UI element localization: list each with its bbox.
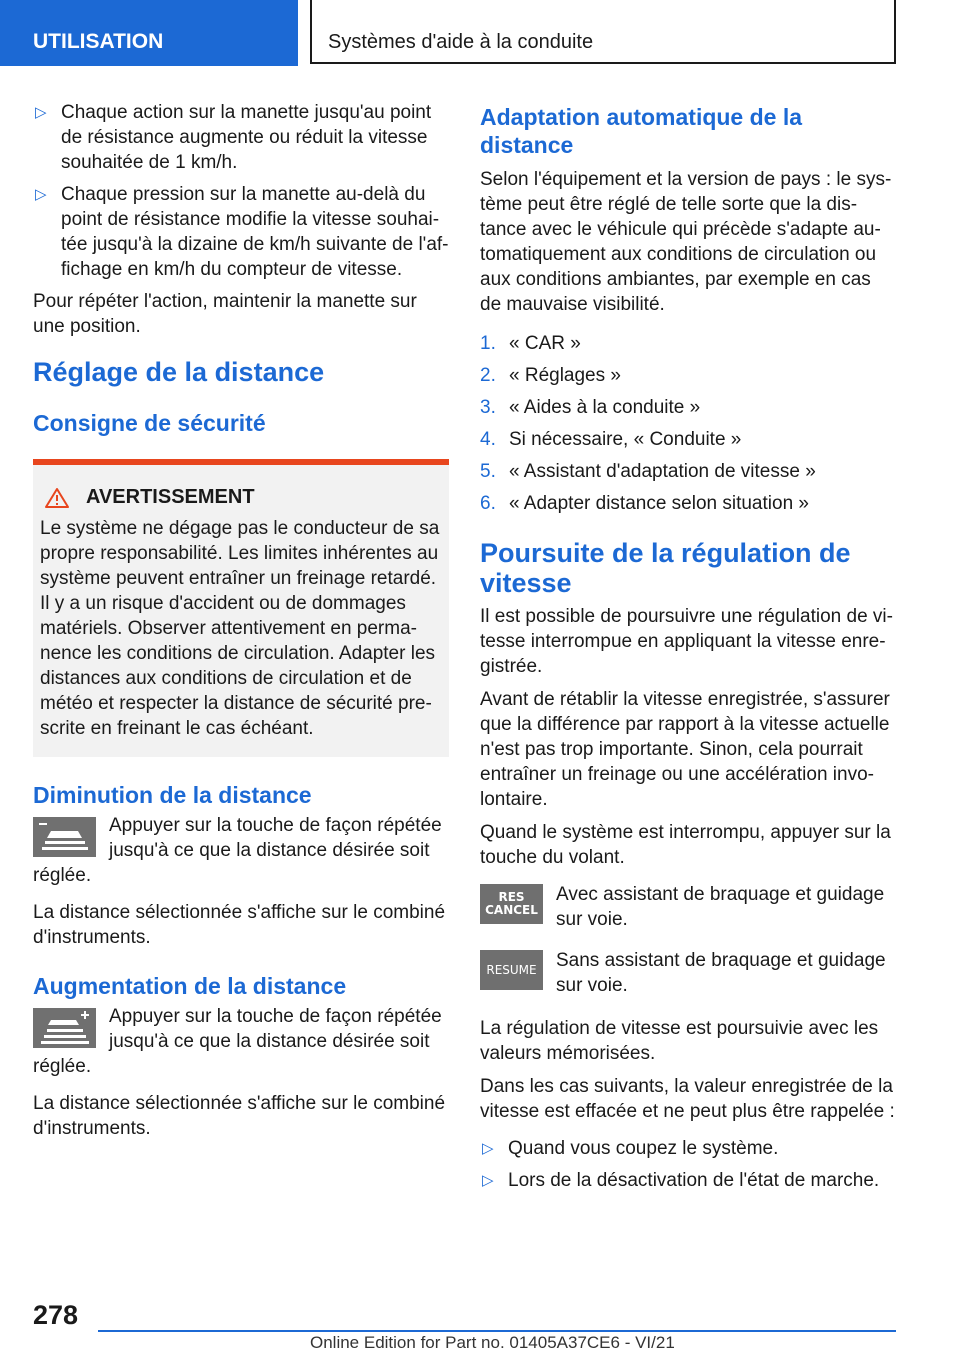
button-label: CANCEL — [485, 903, 538, 917]
list-item-text: « Adapter distance selon situation » — [509, 493, 809, 514]
warning-triangle-icon — [44, 487, 70, 509]
section-title: UTILISATION — [0, 0, 298, 66]
list-number: 1. — [480, 333, 496, 354]
paragraph: Avant de rétablir la vitesse enregistrée, s'assurer que la différence par rapport à la vitesse actuelle n'est pas trop importante. Sinon, cela pourrait entraîner un freinage ou une accélération invo-lontaire. — [480, 689, 890, 810]
instruction-row — [480, 948, 896, 998]
instruction-text: Avec assistant de braquage et guidage sur voie. — [556, 884, 885, 930]
list-item-text: Lors de la désactivation de l'état de marche. — [508, 1170, 880, 1191]
distance-decrease-button-icon — [33, 817, 96, 857]
chapter-title: Systèmes d'aide à la conduite — [310, 0, 896, 64]
list-number: 2. — [480, 365, 496, 386]
list-item-text: « Assistant d'adaptation de vitesse » — [509, 461, 816, 482]
button-label: RES — [498, 890, 525, 904]
list-number: 3. — [480, 397, 496, 418]
instruction-row — [480, 882, 896, 932]
triangle-bullet-icon: ▷ — [35, 104, 47, 121]
triangle-bullet-icon: ▷ — [482, 1172, 494, 1189]
instruction-text: Appuyer sur la touche de façon répétée jusqu'à ce que la distance désirée soit réglée. — [33, 1006, 442, 1077]
section-heading: Réglage de la distance — [33, 357, 325, 387]
page-number: 278 — [33, 1300, 79, 1330]
paragraph: Selon l'équipement et la version de pays : le sys-tème peut être réglé de telle sorte que la dis-tance avec le véhicule qui précède s'adapte au-tomatiquement aux conditions de circulation ou aux conditions ambiantes, par exemple en cas de mauvaise visibilité. — [480, 169, 892, 315]
instruction-text: Appuyer sur la touche de façon répétée jusqu'à ce que la distance désirée soit réglée. — [33, 815, 442, 886]
instruction-text: Sans assistant de braquage et guidage sur voie. — [556, 950, 886, 996]
instruction-row — [33, 1004, 449, 1079]
left-column — [33, 100, 449, 1149]
list-item — [33, 100, 449, 175]
list-item — [33, 182, 449, 282]
res-cancel-button-icon — [480, 884, 543, 924]
triangle-bullet-icon: ▷ — [482, 1140, 494, 1157]
instruction-row — [33, 813, 449, 888]
paragraph: La régulation de vitesse est poursuivie avec les valeurs mémorisées. — [480, 1018, 879, 1064]
edition-text: Online Edition for Part no. 01405A37CE6 - VI/21 — [310, 1333, 675, 1352]
paragraph: Il est possible de poursuivre une régulation de vi-tesse interrompue en appliquant la vitesse enre-gistrée. — [480, 606, 893, 677]
section-heading: Poursuite de la régulation de vitesse — [480, 538, 851, 598]
list-item-text: « Aides à la conduite » — [509, 397, 701, 418]
page-header — [0, 0, 960, 66]
list-item — [480, 331, 896, 356]
list-item — [480, 491, 896, 516]
numbered-list — [480, 331, 896, 516]
subsection-heading: Consigne de sécurité — [33, 410, 266, 436]
list-item-text: Chaque action sur la manette jusqu'au point de résistance augmente ou réduit la vitesse souhaitée de 1 km/h. — [61, 102, 432, 173]
list-item — [480, 395, 896, 420]
list-item — [480, 459, 896, 484]
subsection-heading: Adaptation automatique de la distance — [480, 104, 803, 158]
subsection-heading: Augmentation de la distance — [33, 973, 347, 999]
subsection-heading: Diminution de la distance — [33, 782, 312, 808]
right-column — [480, 100, 896, 1200]
list-item — [480, 1136, 896, 1161]
list-number: 4. — [480, 429, 496, 450]
list-item-text: « CAR » — [509, 333, 581, 354]
paragraph: Pour répéter l'action, maintenir la manette sur une position. — [33, 291, 417, 337]
list-item — [480, 363, 896, 388]
resume-button-icon: RESUME — [480, 950, 543, 990]
paragraph: Quand le système est interrompu, appuyer sur la touche du volant. — [480, 822, 891, 868]
list-number: 6. — [480, 493, 496, 514]
list-item-text: Si nécessaire, « Conduite » — [509, 429, 742, 450]
paragraph: Dans les cas suivants, la valeur enregistrée de la vitesse est effacée et ne peut plus être rappelée : — [480, 1076, 895, 1122]
paragraph: La distance sélectionnée s'affiche sur le combiné d'instruments. — [33, 902, 446, 948]
paragraph: La distance sélectionnée s'affiche sur le combiné d'instruments. — [33, 1093, 446, 1139]
list-number: 5. — [480, 461, 496, 482]
footer-divider — [98, 1330, 896, 1332]
list-item — [480, 1168, 896, 1193]
warning-box — [33, 459, 449, 757]
triangle-bullet-icon: ▷ — [35, 186, 47, 203]
distance-increase-button-icon — [33, 1008, 96, 1048]
warning-title: AVERTISSEMENT — [86, 486, 255, 508]
warning-header — [40, 485, 441, 510]
list-item — [480, 427, 896, 452]
list-item-text: Quand vous coupez le système. — [508, 1138, 779, 1159]
list-item-text: Chaque pression sur la manette au-delà du point de résistance modifie la vitesse souhai-tée jusqu'à la dizaine de km/h suivante de l'af-fichage en km/h du compteur de vitesse. — [61, 184, 449, 280]
list-item-text: « Réglages » — [509, 365, 621, 386]
warning-text: Le système ne dégage pas le conducteur de sa propre responsabilité. Les limites inhérentes au système peuvent entraîner un freinage retardé. Il y a un risque d'accident ou de dommages matériels. Observer attentivement en perma-nence les conditions de circulation. Adapter les distances aux conditions de circulation et de météo et respecter la distance de sécurité pre-scrite en freinant le cas échéant. — [40, 518, 440, 739]
